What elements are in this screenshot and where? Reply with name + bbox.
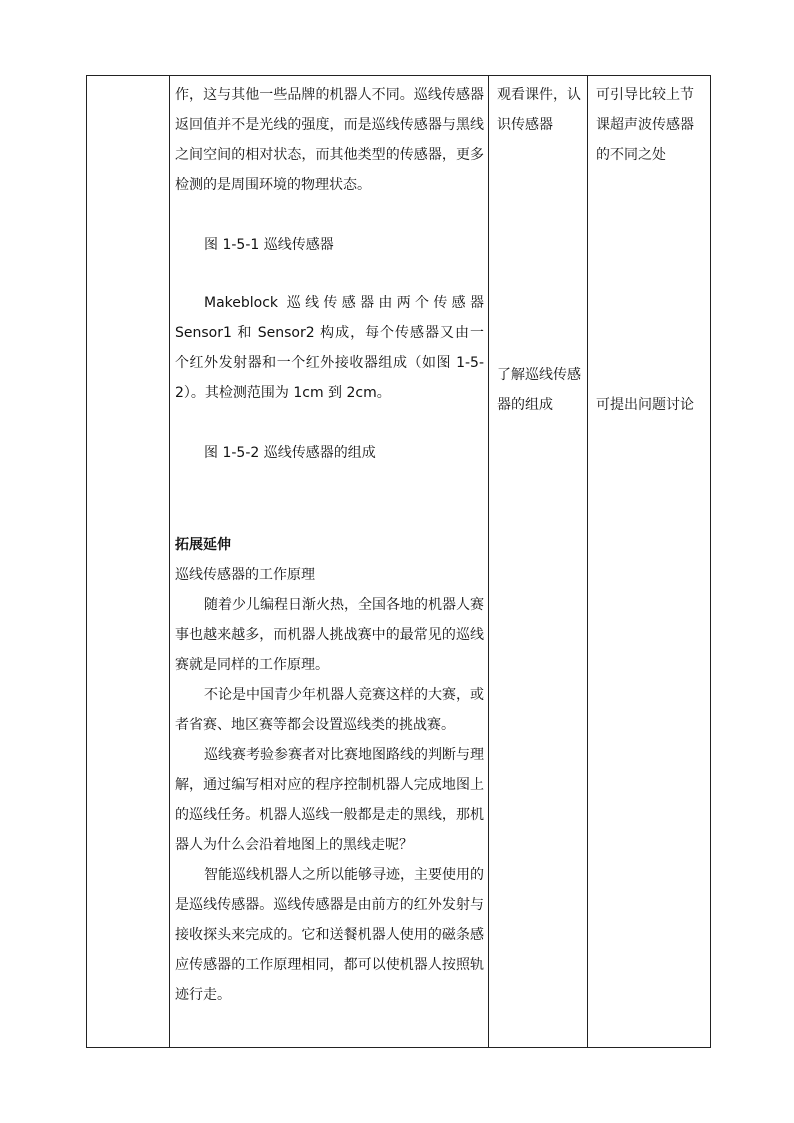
lesson-plan-table — [86, 75, 711, 1048]
extension-paragraph: 智能巡线机器人之所以能够寻迹，主要使用的是巡线传感器。巡线传感器是由前方的红外发射与接收探头来完成的。它和送餐机器人使用的磁条感应传感器的工作原理相同，都可以使机器人按照轨迹行走。 — [175, 867, 484, 1003]
student-activity-1: 观看课件，认识传感器 — [497, 87, 581, 133]
composition-paragraph: Makeblock 巡线传感器由两个传感器 Sensor1 和 Sensor2 构成，每个传感器又由一个红外发射器和一个红外接收器组成（如图 1-5-2）。其检测范围为 1cm 到 2cm。 — [175, 295, 484, 401]
extension-heading: 拓展延伸 — [175, 537, 231, 553]
table-row — [87, 76, 711, 1048]
figure-2-caption: 图 1-5-2 巡线传感器的组成 — [204, 445, 376, 461]
extension-paragraph: 巡线赛考验参赛者对比赛地图路线的判断与理解，通过编写相对应的程序控制机器人完成地图上的巡线任务。机器人巡线一般都是走的黑线，那机器人为什么会沿着地图上的黑线走呢？ — [175, 747, 484, 853]
design-intent-1: 可引导比较上节课超声波传感器的不同之处 — [596, 87, 694, 163]
extension-paragraph: 不论是中国青少年机器人竞赛这样的大赛，或者省赛、地区赛等都会设置巡线类的挑战赛。 — [175, 687, 484, 733]
teaching-content-cell — [170, 76, 489, 1048]
extension-subtitle: 巡线传感器的工作原理 — [175, 567, 315, 583]
student-activity-2: 了解巡线传感器的组成 — [497, 367, 581, 413]
design-intent-cell — [588, 76, 711, 1048]
figure-1-caption: 图 1-5-1 巡线传感器 — [204, 237, 334, 253]
extension-paragraph: 随着少儿编程日渐火热，全国各地的机器人赛事也越来越多，而机器人挑战赛中的最常见的巡线赛就是同样的工作原理。 — [175, 597, 484, 673]
intro-paragraph: 作，这与其他一些品牌的机器人不同。巡线传感器返回值并不是光线的强度，而是巡线传感器与黑线之间空间的相对状态，而其他类型的传感器，更多检测的是周围环境的物理状态。 — [175, 87, 484, 193]
design-intent-2: 可提出问题讨论 — [596, 397, 694, 413]
phase-column-cell — [87, 76, 170, 1048]
student-activity-cell — [489, 76, 588, 1048]
